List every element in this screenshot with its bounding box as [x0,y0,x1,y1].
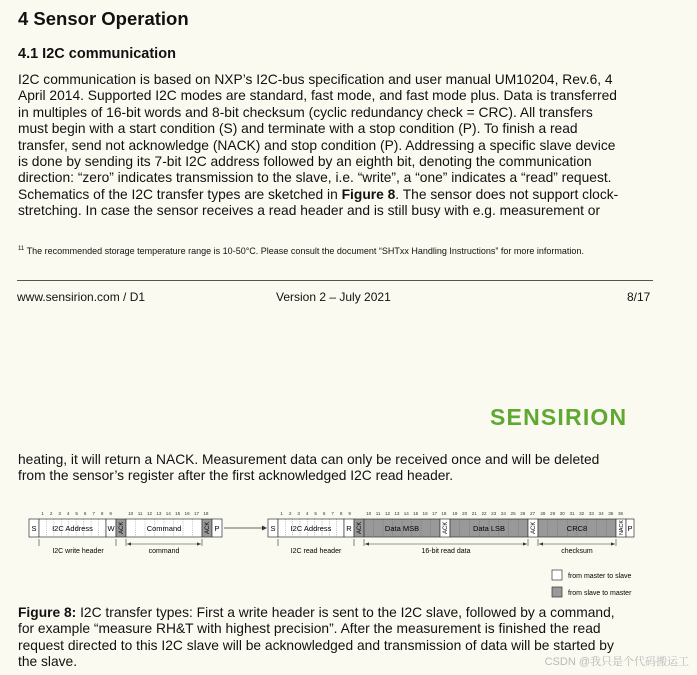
bit-number: 7 [92,511,95,516]
bit-number: 34 [598,511,604,516]
bit-number: 10 [128,511,134,516]
bit-number: 32 [579,511,585,516]
bit-number: 14 [165,511,171,516]
write-header-label: I2C write header [52,548,104,555]
figure-label: Figure 8: [18,605,77,620]
bit-number: 33 [588,511,594,516]
bit-number: 5 [75,511,78,516]
bit-number: 1 [280,511,283,516]
bit-number: 8 [339,511,343,516]
bit-number: 18 [203,511,209,516]
bit-number: 2 [288,511,292,516]
bit-number: 3 [58,511,61,516]
bit-number: 23 [491,511,497,516]
body-paragraph [18,72,678,220]
legend-slave-label: from slave to master [568,590,632,597]
bit-number: 17 [193,511,200,516]
data-msb-label: Data MSB [384,524,420,533]
body-line: I2C communication is based on NXP’s I2C-bus specification and user manual UM10204, Rev.6, 4 [18,72,613,87]
arrow-head [262,526,267,531]
bit-number: 13 [156,511,162,516]
sensirion-logo: SENSIRION [490,404,628,430]
bit-number: 4 [66,511,70,516]
bit-number: 25 [510,511,516,516]
bit-number: 17 [431,511,438,516]
section-title: 4 Sensor Operation [18,8,189,29]
command-label: Command [146,524,182,533]
bit-number: 18 [441,511,447,516]
body-text: Schematics of the I2C transfer types are sketched in [18,186,342,202]
body-line: stretching. In case the sensor receives a read header and is still busy with e.g. measurement or [18,203,601,219]
footer-website: www.sensirion.com / D1 [17,290,146,304]
ack-label: ACK [531,521,537,534]
body-line [18,187,678,203]
bit-number: 31 [569,511,575,516]
legend-master-swatch [552,570,562,580]
bit-number: 22 [481,511,487,516]
nack-label: NACK [619,520,625,535]
read-bit: R [346,524,352,533]
legend-slave-swatch [552,587,562,597]
bit-number: 27 [529,511,536,516]
continued-paragraph [18,452,678,485]
bit-number: 7 [331,511,334,516]
figure-reference-link[interactable]: Figure 8 [341,186,396,202]
ack-label: ACK [443,521,449,534]
bit-numbers-command [128,511,209,516]
bit-numbers-read-header [280,511,351,516]
checksum-label: checksum [561,548,593,555]
body-line: transfer, send not acknowledge (NACK) and stop condition (P). Addressing a specific slave device [18,137,616,153]
figure-caption [18,605,615,671]
start-bit: S [270,524,276,533]
bit-number: 5 [314,511,317,516]
i2c-transfer-diagram [0,505,697,605]
stop-bit: P [214,524,220,533]
bit-number: 15 [175,511,181,516]
body-line: is done by sending its 7-bit I2C address followed by an eighth bit, denoting the communication [18,154,592,170]
subsection-title: 4.1 I2C communication [18,46,176,62]
body-line: must begin with a start condition (S) and terminate with a stop condition (P). To finish a read [18,121,578,137]
body-line: direction: “zero” indicates transmission to the slave, i.e. “write”, a “one” indicates a “read” request. [18,170,612,186]
footnote [18,246,584,256]
ack-label: ACK [357,521,363,534]
bit-number: 20 [462,511,468,516]
read-header-label: I2C read header [290,548,342,555]
caption-line: the slave. [18,654,78,670]
bit-number: 12 [146,511,153,516]
bit-number: 28 [540,511,546,516]
bit-number: 19 [452,511,458,516]
body-line: April 2014. Supported I2C modes are standard, fast mode, and fast mode plus. Data is transferred [18,88,617,104]
ack-label: ACK [119,521,125,534]
write-bit: W [107,524,115,533]
bit-numbers-write-header [41,511,112,516]
footnote-number: 11 [18,246,25,252]
body-line: in multiples of 16-bit words and 8-bit checksum (cyclic redundancy check = CRC). All transfers [18,104,593,120]
bit-number: 12 [384,511,391,516]
bit-number: 9 [109,511,112,516]
footer-page-number: 8/17 [627,290,651,304]
crc8-label: CRC8 [566,524,588,533]
bit-number: 1 [41,511,44,516]
body-line: heating, it will return a NACK. Measurement data can only be received once and will be deleted [18,452,600,467]
caption-line: for example “measure RH&T with highest precision”. After the measurement is finished the read [18,621,601,637]
bit-number: 16 [422,511,428,516]
bit-number: 36 [617,511,624,516]
bit-number: 11 [137,511,143,516]
footnote-text: The recommended storage temperature range is 10-50°C. Please consult the document “SHTxx Handling Instructions” for more information. [26,246,584,256]
body-text: . The sensor does not support clock- [395,186,619,202]
bit-number: 8 [100,511,104,516]
i2c-address-label: I2C Address [290,524,332,533]
bit-number: 6 [83,511,87,516]
command-caption: command [148,548,180,555]
caption-line: request directed to this I2C slave will be acknowledged and transmission of data will be started by [18,637,614,653]
bit-number: 14 [403,511,409,516]
bit-number: 10 [366,511,372,516]
caption-text: I2C transfer types: First a write header is sent to the I2C slave, followed by a command, [76,605,615,620]
bit-number: 9 [348,511,351,516]
i2c-address-label: I2C Address [52,524,93,533]
data-lsb-label: Data LSB [472,524,506,533]
bit-number: 30 [559,511,565,516]
bit-number: 26 [520,511,526,516]
caption-line [18,605,615,621]
bit-number: 15 [413,511,419,516]
bit-numbers-msb [366,511,447,516]
watermark: CSDN @我只是个代码搬运工 [544,656,689,668]
bit-number: 11 [375,511,381,516]
bit-number: 35 [608,511,614,516]
bit-numbers-lsb [452,511,535,516]
bit-number: 2 [49,511,53,516]
bit-number: 29 [550,511,556,516]
bit-number: 3 [297,511,300,516]
read-data-label: 16-bit read data [421,548,471,555]
bit-numbers-crc [540,511,623,516]
bit-number: 24 [500,511,506,516]
bit-number: 21 [471,511,477,516]
start-bit: S [31,524,37,533]
bit-number: 6 [322,511,326,516]
footer-version: Version 2 – July 2021 [276,290,391,304]
bit-number: 16 [184,511,190,516]
bit-number: 13 [394,511,400,516]
body-line: from the sensor’s register after the first acknowledged I2C read header. [18,468,454,484]
legend-master-label: from master to slave [568,573,632,580]
stop-bit: P [627,524,633,533]
ack-label: ACK [205,521,211,534]
footer-rule [17,280,653,281]
bit-number: 4 [305,511,309,516]
